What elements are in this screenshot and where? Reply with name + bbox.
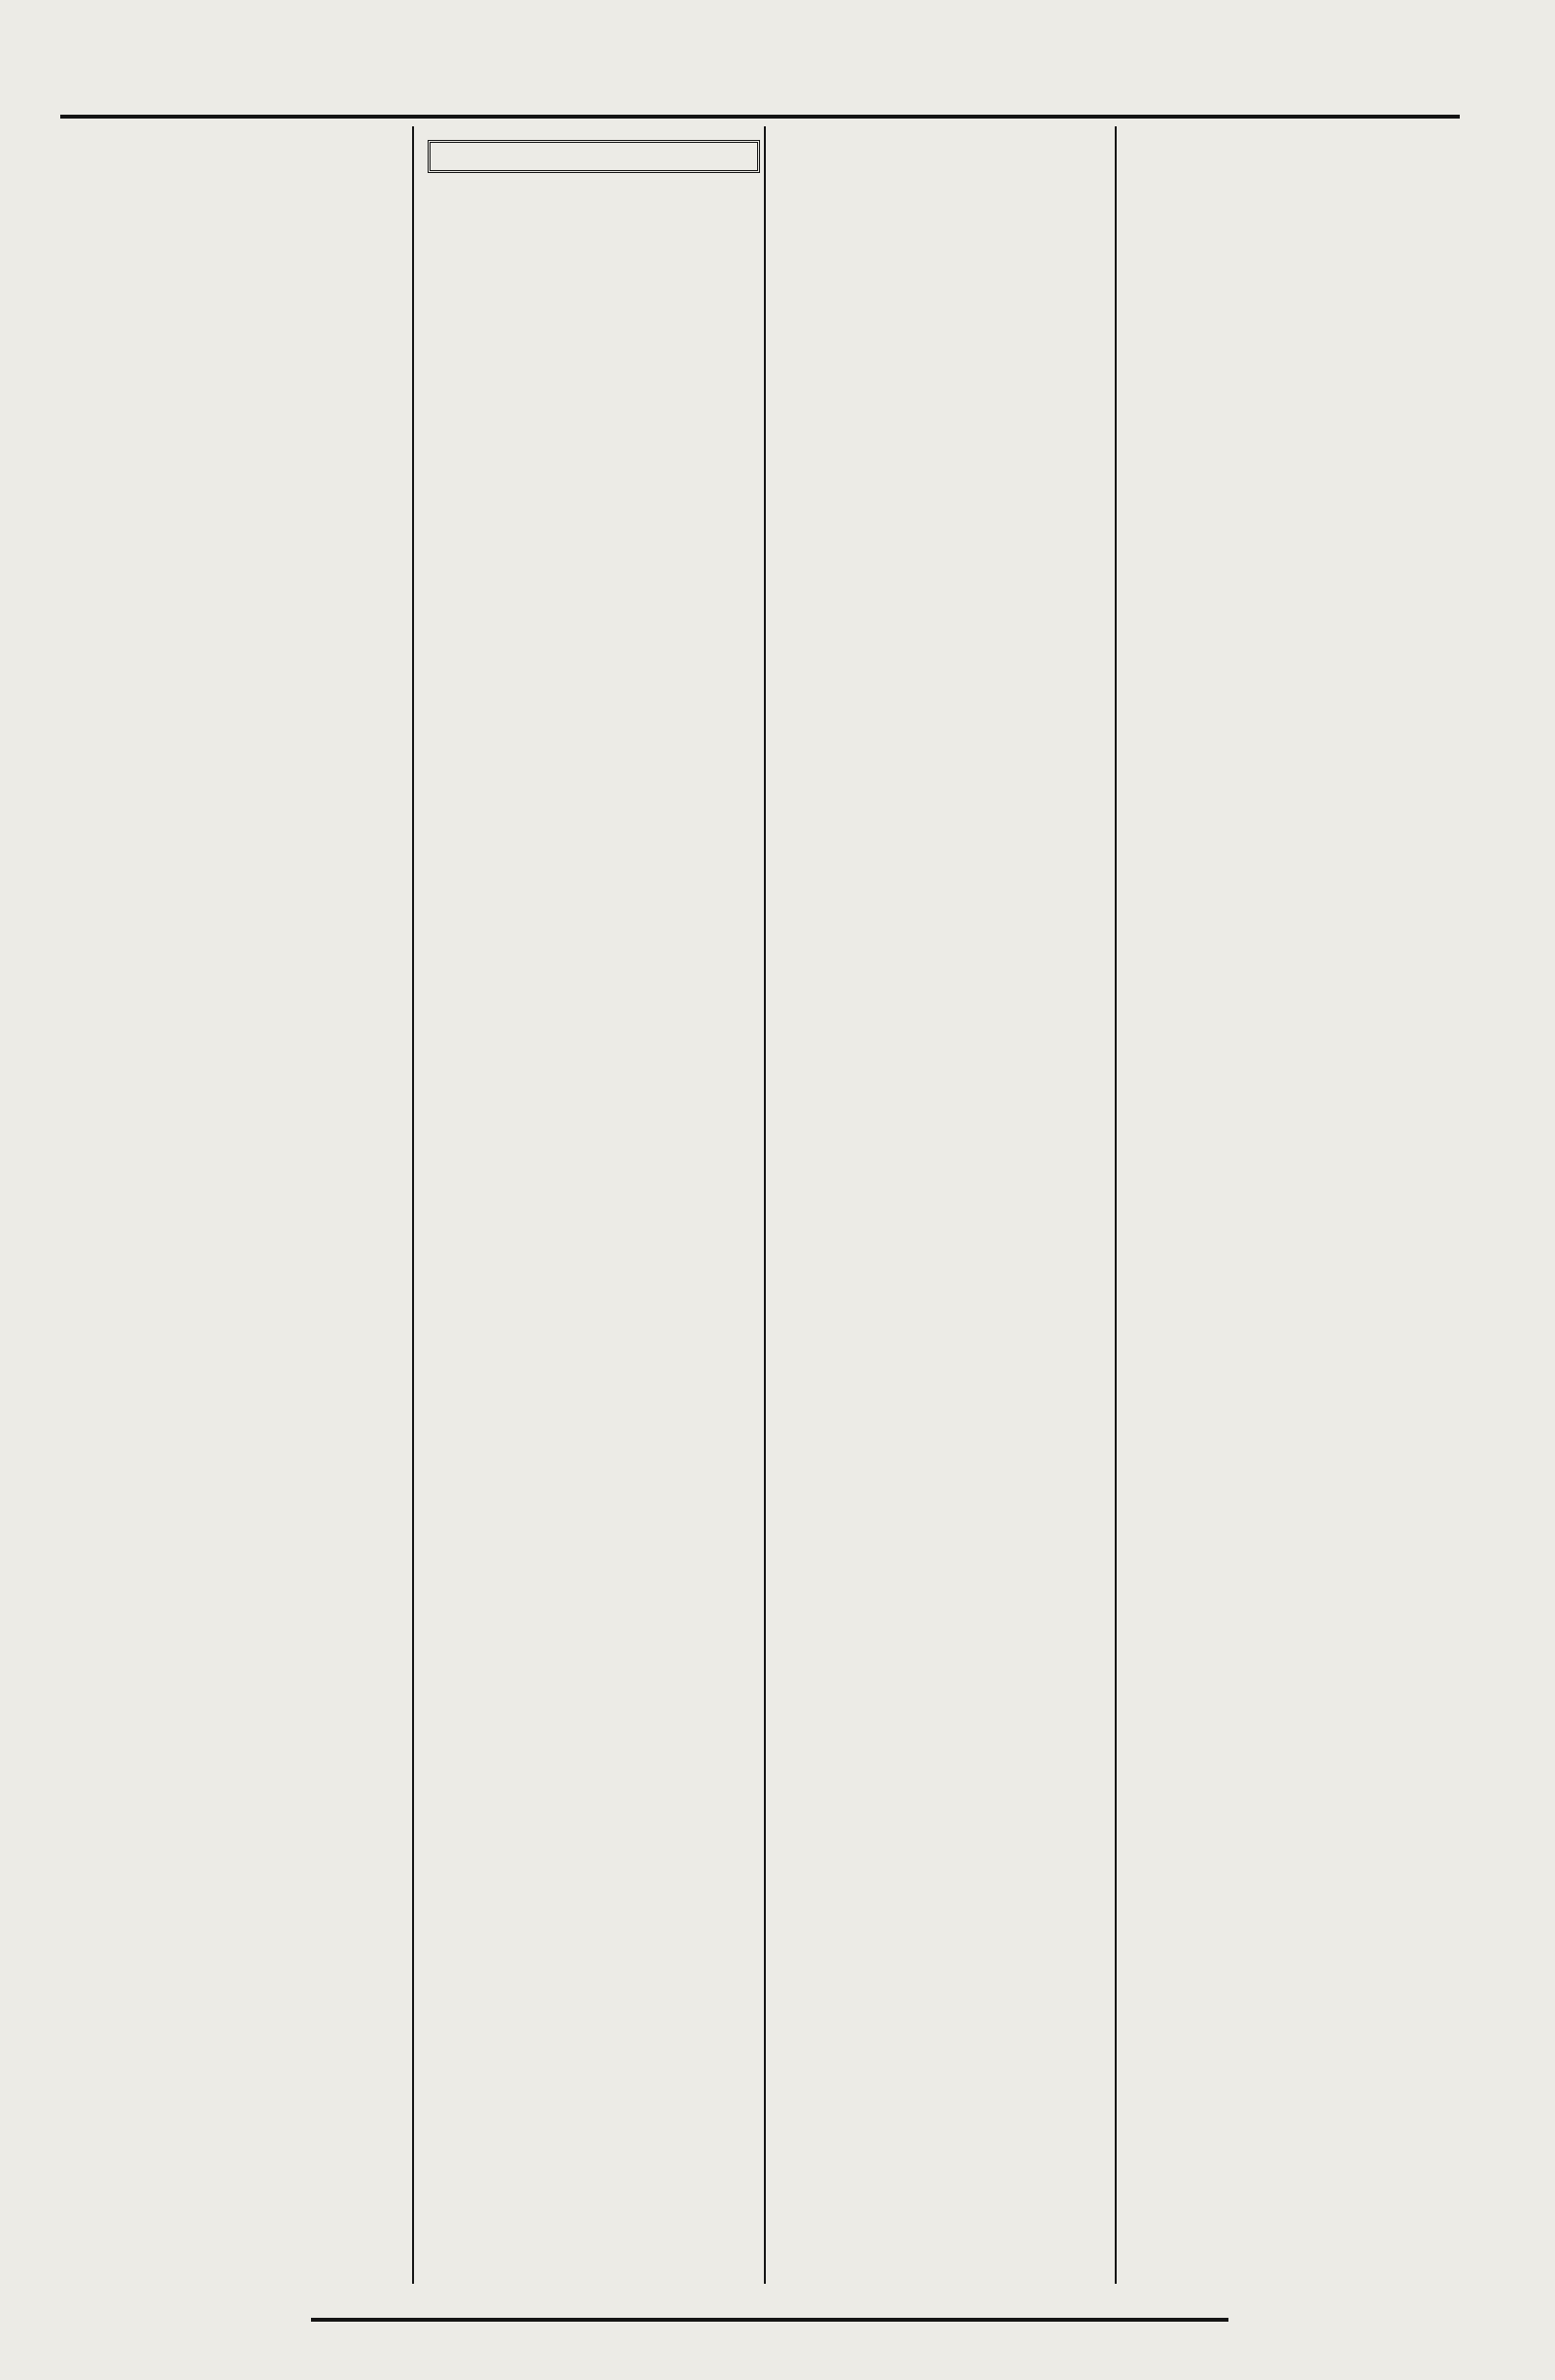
footer-banner [311,2318,1228,2322]
header-rule [60,115,1460,119]
column-divider [412,126,414,2284]
column-3-listings [770,124,1112,2291]
column-divider [764,126,766,2284]
hechthausen-notice-box [428,140,760,173]
column-1-listings [60,124,408,2291]
column-2-places [418,124,760,2291]
column-4-places [1120,124,1462,2291]
header-advertisement [442,29,1171,136]
column-divider [1115,126,1117,2284]
